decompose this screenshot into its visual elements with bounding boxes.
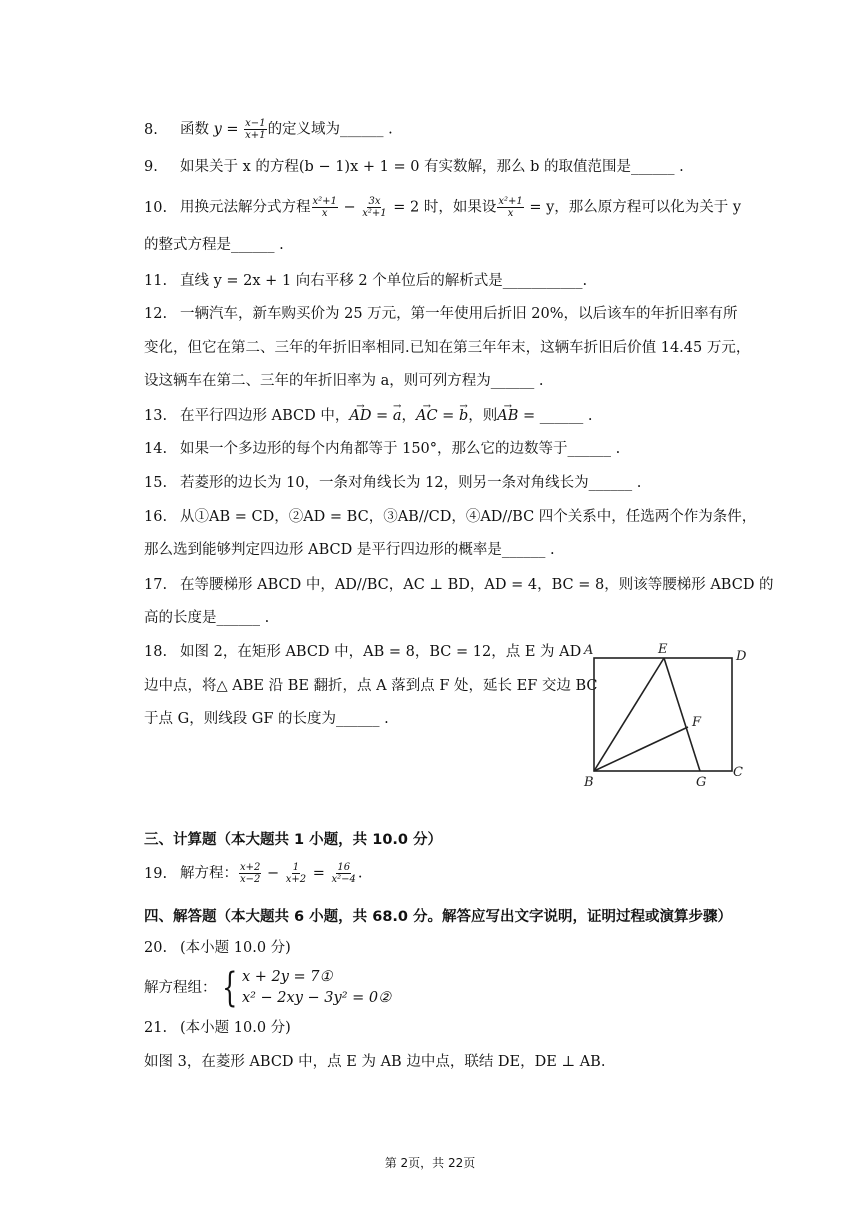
question-text: 直线 y = 2x + 1 向右平移 2 个单位后的解析式是___________.: [180, 273, 588, 289]
label-a: A: [584, 643, 594, 658]
numerator: x²+1: [498, 196, 523, 207]
score-note: (本小题 10.0 分): [180, 940, 291, 956]
numerator: 3x: [368, 196, 381, 207]
label-c: C: [733, 765, 743, 780]
denominator: x²−4: [331, 874, 356, 885]
section-3-title: 三、计算题（本大题共 1 小题，共 10.0 分）: [144, 832, 443, 848]
question-text: 在平行四边形 ABCD 中，: [180, 408, 350, 424]
vector: → b: [459, 408, 468, 424]
question-number: 17.: [144, 577, 168, 593]
question-number: 16.: [144, 509, 168, 525]
question-text: 在等腰梯形 ABCD 中，AD//BC，AC ⊥ BD，AD = 4，BC = 8，则该等腰梯形 ABCD 的: [180, 577, 774, 593]
question-text: = y，那么原方程可以化为关于 y: [524, 199, 742, 216]
operator: =: [371, 408, 393, 424]
question-text: 解方程组：: [144, 980, 217, 996]
fraction: [312, 196, 338, 219]
question-10: [144, 196, 741, 219]
question-text: 的定义域为______ .: [267, 121, 393, 138]
equation-1: x + 2y = 7①: [241, 969, 333, 985]
question-text: 函数: [180, 121, 214, 138]
question-number: 14.: [144, 441, 168, 457]
question-number: 10.: [144, 199, 168, 216]
operator: =: [437, 408, 459, 424]
fraction: [285, 862, 307, 885]
question-13: [144, 406, 592, 426]
question-number: 20.: [144, 940, 168, 956]
question-text: 一辆汽车，新车购买价为 25 万元，第一年使用后折旧 20%，以后该车的年折旧率有所: [180, 306, 738, 322]
question-16: [144, 507, 756, 527]
fraction: [244, 118, 266, 141]
question-19: [144, 862, 363, 885]
label-d: D: [736, 649, 747, 664]
figure-rectangle-abcd: [580, 640, 760, 794]
question-9: [144, 157, 684, 177]
question-17: [144, 575, 774, 595]
question-20: [144, 938, 291, 958]
denominator: x²+1: [362, 208, 387, 219]
fraction: [497, 196, 523, 219]
rectangle: [594, 658, 732, 771]
equation-system: [217, 967, 392, 1009]
question-11: [144, 271, 587, 291]
question-text: 解方程：: [180, 865, 238, 882]
numerator: x+2: [240, 862, 261, 873]
equation-2: x² − 2xy − 3y² = 0②: [241, 990, 392, 1006]
question-number: 15.: [144, 475, 168, 491]
question-text: 如果一个多边形的每个内角都等于 150°，那么它的边数等于______ .: [180, 441, 621, 457]
question-number: 18.: [144, 644, 168, 660]
denominator: x−2: [240, 874, 261, 885]
question-21-text: 如图 3，在菱形 ABCD 中，点 E 为 AB 边中点，联结 DE，DE ⊥ AB.: [144, 1054, 606, 1070]
question-17-line2: 高的长度是______ .: [144, 610, 270, 626]
question-text: 从①AB = CD，②AD = BC，③AB//CD，④AD//BC 四个关系中，任选两个作为条件，: [180, 509, 757, 525]
question-number: 11.: [144, 273, 168, 289]
operator: −: [262, 865, 284, 882]
fraction: [361, 196, 387, 219]
numerator: x²+1: [312, 196, 337, 207]
numerator: 1: [292, 862, 300, 873]
question-text: ，则: [468, 408, 498, 424]
fraction: [331, 862, 357, 885]
question-number: 8.: [144, 121, 158, 138]
numerator: x−1: [245, 118, 266, 129]
denominator: x: [321, 208, 328, 219]
vector: → AB: [497, 408, 518, 424]
section-4-title: 四、解答题（本大题共 6 小题，共 68.0 分。解答应写出文字说明，证明过程或演算步骤）: [144, 909, 733, 925]
question-8: [144, 118, 393, 141]
question-text: 若菱形的边长为 10，一条对角线长为 12，则另一条对角线长为______ .: [180, 475, 642, 491]
question-12-line2: 变化，但它在第二、三年的年折旧率相同.已知在第三年年末，这辆车折旧后价值 14.45 万元，: [144, 340, 751, 356]
operator: −: [338, 199, 361, 216]
label-g: G: [696, 775, 707, 790]
fraction: [239, 862, 261, 885]
question-text: = 2 时，如果设: [388, 199, 497, 216]
question-18-line3: 于点 G，则线段 GF 的长度为______ .: [144, 711, 389, 727]
punctuation: ，: [401, 408, 416, 424]
question-number: 19.: [144, 865, 168, 882]
question-text: 如图 2，在矩形 ABCD 中，AB = 8，BC = 12，点 E 为 AD: [180, 644, 582, 660]
question-number: 13.: [144, 408, 168, 424]
numerator: 16: [337, 862, 351, 873]
denominator: x+1: [245, 130, 266, 141]
question-12-line3: 设这辆车在第二、三年的年折旧率为 a，则可列方程为______ .: [144, 373, 544, 389]
question-text: 如果关于 x 的方程(b − 1)x + 1 = 0 有实数解，那么 b 的取值范围是______ .: [180, 159, 684, 175]
label-b: B: [584, 775, 594, 790]
vector: → AD: [349, 408, 371, 424]
denominator: x+2: [285, 874, 307, 885]
question-text: = ______ .: [518, 408, 593, 424]
geometry-diagram: [580, 640, 760, 790]
label-f: F: [692, 715, 702, 730]
question-number: 21.: [144, 1020, 168, 1036]
question-20-system: [144, 967, 391, 1009]
question-number: 9.: [144, 159, 158, 175]
vector: → a: [393, 408, 402, 424]
punctuation: .: [357, 865, 363, 882]
question-14: [144, 439, 620, 459]
question-text: 用换元法解分式方程: [180, 199, 311, 216]
math-expr: y =: [213, 121, 244, 138]
question-10-line2: 的整式方程是______ .: [144, 237, 284, 253]
page-footer: 第 2页，共 22页: [384, 1156, 476, 1170]
question-15: [144, 473, 641, 493]
question-12: [144, 304, 738, 324]
operator: =: [308, 865, 330, 882]
question-18: [144, 642, 581, 662]
label-e: E: [658, 642, 668, 657]
question-number: 12.: [144, 306, 168, 322]
equation-rows: [242, 967, 391, 1009]
score-note: (本小题 10.0 分): [180, 1020, 291, 1036]
question-18-line2: 边中点，将△ ABE 沿 BE 翻折，点 A 落到点 F 处，延长 EF 交边 BC: [144, 678, 598, 694]
vector: → AC: [416, 408, 438, 424]
denominator: x: [507, 208, 514, 219]
question-21: [144, 1018, 291, 1038]
question-16-line2: 那么选到能够判定四边形 ABCD 是平行四边形的概率是______ .: [144, 542, 555, 558]
brace-glyph: {: [221, 965, 237, 1011]
